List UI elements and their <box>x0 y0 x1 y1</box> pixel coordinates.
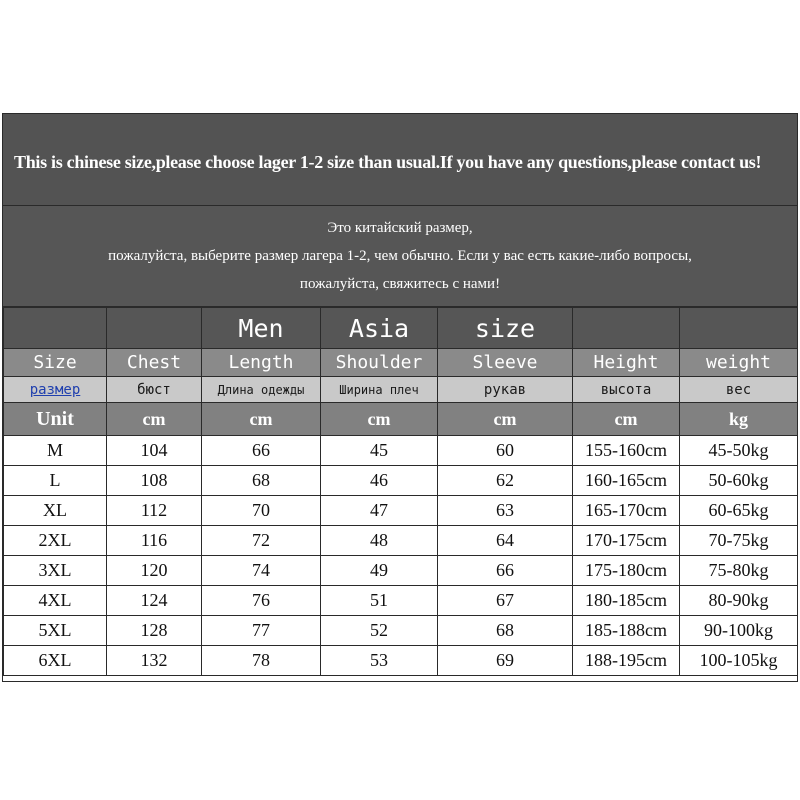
unit-row <box>4 403 798 436</box>
sleeve-cell: 63 <box>438 496 573 526</box>
length-cell: 68 <box>202 466 321 496</box>
size-cell: 5XL <box>4 616 107 646</box>
weight-cell: 50-60kg <box>680 466 798 496</box>
column-header: weight <box>680 349 798 377</box>
shoulder-cell: 53 <box>321 646 438 676</box>
column-header: Shoulder <box>321 349 438 377</box>
height-cell: 180-185cm <box>573 586 680 616</box>
length-cell: 66 <box>202 436 321 466</box>
unit-cell: cm <box>573 403 680 436</box>
sleeve-cell: 66 <box>438 556 573 586</box>
height-cell: 165-170cm <box>573 496 680 526</box>
russian-header: бюст <box>107 377 202 403</box>
sleeve-cell: 69 <box>438 646 573 676</box>
height-cell: 155-160cm <box>573 436 680 466</box>
height-cell: 160-165cm <box>573 466 680 496</box>
shoulder-cell: 47 <box>321 496 438 526</box>
table-row <box>4 556 798 586</box>
size-cell: 2XL <box>4 526 107 556</box>
chest-cell: 128 <box>107 616 202 646</box>
size-cell: L <box>4 466 107 496</box>
height-cell: 188-195cm <box>573 646 680 676</box>
table-row <box>4 646 798 676</box>
sleeve-cell: 67 <box>438 586 573 616</box>
chest-cell: 116 <box>107 526 202 556</box>
table-row <box>4 616 798 646</box>
column-header: Length <box>202 349 321 377</box>
size-cell: 3XL <box>4 556 107 586</box>
shoulder-cell: 48 <box>321 526 438 556</box>
table-row <box>4 466 798 496</box>
russian-notice-line: пожалуйста, свяжитесь с нами! <box>299 276 501 292</box>
height-cell: 170-175cm <box>573 526 680 556</box>
length-cell: 77 <box>202 616 321 646</box>
chest-cell: 112 <box>107 496 202 526</box>
length-cell: 72 <box>202 526 321 556</box>
shoulder-cell: 45 <box>321 436 438 466</box>
russian-header: рукав <box>438 377 573 403</box>
chest-cell: 108 <box>107 466 202 496</box>
english-notice-text: This is chinese size,please choose lager 1-2 size than usual.If you have any questions,please contact us! <box>14 152 762 172</box>
weight-cell: 75-80kg <box>680 556 798 586</box>
russian-header-link[interactable]: размер <box>4 377 107 403</box>
title-word-asia: Asia <box>321 308 438 349</box>
unit-cell: cm <box>107 403 202 436</box>
title-cell-empty <box>680 308 798 349</box>
russian-header: вес <box>680 377 798 403</box>
unit-label: Unit <box>4 403 107 436</box>
title-word-men: Men <box>202 308 321 349</box>
unit-cell: cm <box>321 403 438 436</box>
sleeve-cell: 62 <box>438 466 573 496</box>
chest-cell: 132 <box>107 646 202 676</box>
weight-cell: 90-100kg <box>680 616 798 646</box>
length-cell: 74 <box>202 556 321 586</box>
russian-notice-line: Это китайский размер, <box>327 220 473 236</box>
shoulder-cell: 49 <box>321 556 438 586</box>
russian-notice-banner <box>3 206 797 307</box>
table-title-row <box>4 308 798 349</box>
weight-cell: 45-50kg <box>680 436 798 466</box>
weight-cell: 60-65kg <box>680 496 798 526</box>
title-word-size: size <box>438 308 573 349</box>
column-header: Sleeve <box>438 349 573 377</box>
unit-cell: cm <box>202 403 321 436</box>
shoulder-cell: 52 <box>321 616 438 646</box>
english-notice-banner <box>3 114 797 206</box>
russian-notice-line: пожалуйста, выберите размер лагера 1-2, чем обычно. Если у вас есть какие-либо вопросы, <box>108 248 692 264</box>
table-row <box>4 526 798 556</box>
size-cell: 4XL <box>4 586 107 616</box>
shoulder-cell: 51 <box>321 586 438 616</box>
russian-header: высота <box>573 377 680 403</box>
length-cell: 78 <box>202 646 321 676</box>
height-cell: 185-188cm <box>573 616 680 646</box>
column-header-row <box>4 349 798 377</box>
column-header: Height <box>573 349 680 377</box>
weight-cell: 80-90kg <box>680 586 798 616</box>
table-row <box>4 586 798 616</box>
title-cell-empty <box>4 308 107 349</box>
size-cell: M <box>4 436 107 466</box>
weight-cell: 70-75kg <box>680 526 798 556</box>
column-header: Chest <box>107 349 202 377</box>
chest-cell: 124 <box>107 586 202 616</box>
table-row <box>4 436 798 466</box>
unit-cell: kg <box>680 403 798 436</box>
size-table <box>3 307 798 676</box>
height-cell: 175-180cm <box>573 556 680 586</box>
weight-cell: 100-105kg <box>680 646 798 676</box>
title-cell-empty <box>107 308 202 349</box>
sleeve-cell: 68 <box>438 616 573 646</box>
column-header: Size <box>4 349 107 377</box>
length-cell: 70 <box>202 496 321 526</box>
shoulder-cell: 46 <box>321 466 438 496</box>
title-cell-empty <box>573 308 680 349</box>
length-cell: 76 <box>202 586 321 616</box>
size-cell: XL <box>4 496 107 526</box>
russian-header-row <box>4 377 798 403</box>
russian-header: Длина одежды <box>202 377 321 403</box>
size-cell: 6XL <box>4 646 107 676</box>
unit-cell: cm <box>438 403 573 436</box>
chest-cell: 120 <box>107 556 202 586</box>
table-row <box>4 496 798 526</box>
sleeve-cell: 64 <box>438 526 573 556</box>
chest-cell: 104 <box>107 436 202 466</box>
sleeve-cell: 60 <box>438 436 573 466</box>
russian-header: Ширина плеч <box>321 377 438 403</box>
size-chart <box>2 113 798 682</box>
